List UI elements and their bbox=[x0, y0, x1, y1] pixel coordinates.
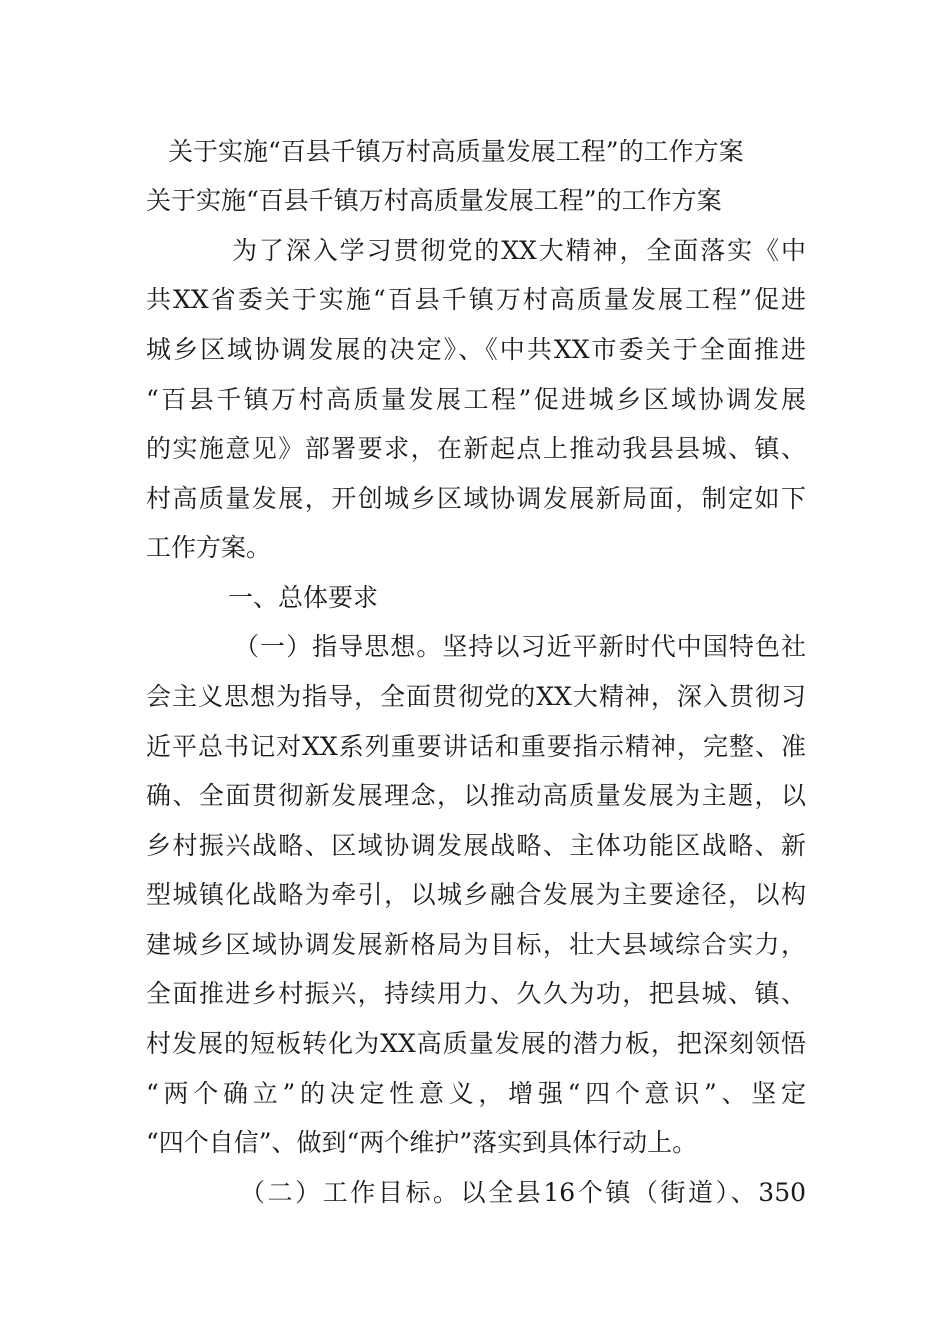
body-line: 近平总书记对XX系列重要讲话和重要指示精神，完整、准 bbox=[146, 732, 806, 761]
body-line: 确、全面贯彻新发展理念，以推动高质量发展为主题，以 bbox=[146, 781, 806, 810]
body-line: 型城镇化战略为牵引，以城乡融合发展为主要途径，以构 bbox=[146, 880, 806, 909]
body-line: 全面推进乡村振兴，持续用力、久久为功，把县城、镇、 bbox=[146, 979, 806, 1008]
document-title-line-2: 关于实施“百县千镇万村高质量发展工程”的工作方案 bbox=[146, 186, 722, 215]
body-line: 共XX省委关于实施“百县千镇万村高质量发展工程”促进 bbox=[146, 285, 806, 314]
body-line: 为了深入学习贯彻党的XX大精神，全面落实《中 bbox=[232, 236, 806, 265]
body-line: （二）工作目标。以全县16个镇（街道）、350 bbox=[240, 1178, 806, 1207]
body-line: 村高质量发展，开创城乡区域协调发展新局面，制定如下 bbox=[146, 484, 806, 513]
body-line: 建城乡区域协调发展新格局为目标，壮大县域综合实力， bbox=[146, 930, 806, 959]
body-line: 城乡区域协调发展的决定》、《中共XX市委关于全面推进 bbox=[146, 335, 806, 364]
section-heading: 一、总体要求 bbox=[228, 583, 379, 612]
body-line: 会主义思想为指导，全面贯彻党的XX大精神，深入贯彻习 bbox=[146, 682, 806, 711]
body-line: “四个自信”、做到“两个维护”落实到具体行动上。 bbox=[146, 1128, 698, 1157]
body-line: 村发展的短板转化为XX高质量发展的潜力板，把深刻领悟 bbox=[146, 1029, 806, 1058]
body-line: （一）指导思想。坚持以习近平新时代中国特色社 bbox=[234, 632, 806, 661]
body-line: 的实施意见》部署要求，在新起点上推动我县县城、镇、 bbox=[146, 434, 806, 463]
body-line: “百县千镇万村高质量发展工程”促进城乡区域协调发展 bbox=[146, 385, 806, 414]
body-line: 乡村振兴战略、区域协调发展战略、主体功能区战略、新 bbox=[146, 831, 806, 860]
document-title-line-1: 关于实施“百县千镇万村高质量发展工程”的工作方案 bbox=[168, 137, 744, 166]
body-line: “两个确立”的决定性意义，增强“四个意识”、坚定 bbox=[146, 1079, 806, 1108]
body-line: 工作方案。 bbox=[146, 533, 272, 562]
